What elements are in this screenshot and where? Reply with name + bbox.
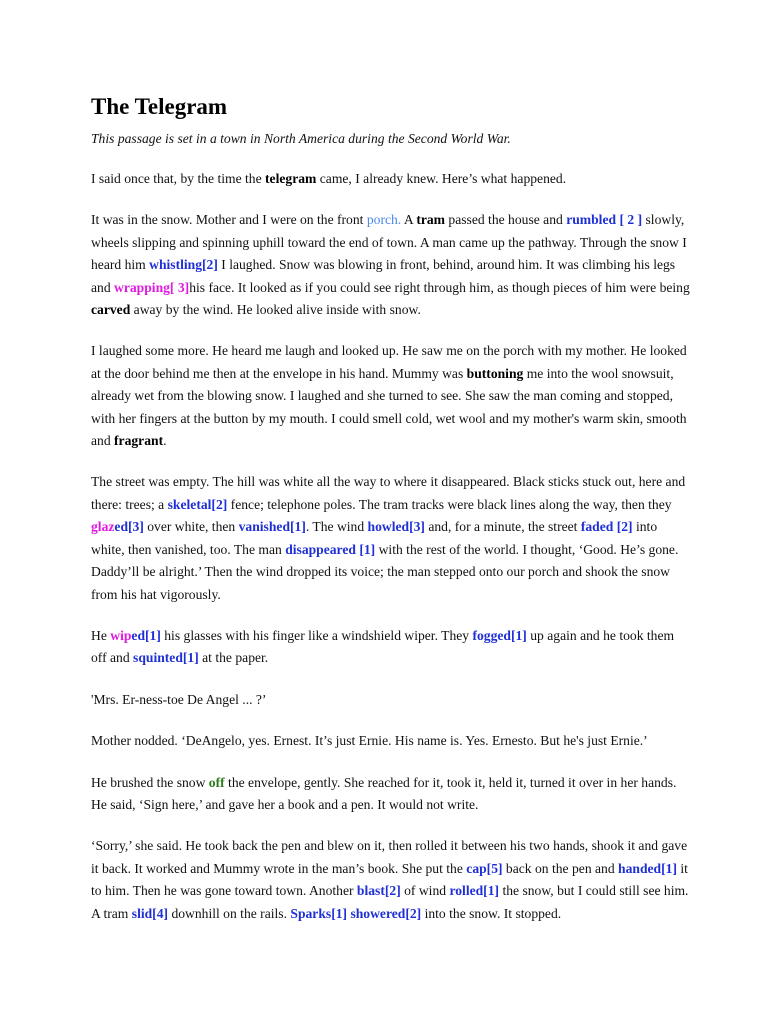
paragraph-6 <box>91 689 691 711</box>
document-page <box>91 92 691 925</box>
paragraph-9 <box>91 835 691 925</box>
highlight-vanished: vanished[1] <box>238 519 306 535</box>
highlight-cap: cap[5] <box>466 860 503 876</box>
highlight-glazed-start: glaz <box>91 519 115 535</box>
text-run: 'Mrs. Er-ness-toe De Angel ... ?’ <box>91 691 267 707</box>
text-run: ‘Sorry,’ she said. He took back the pen and blew on it, then rolled it between his two hands, shook it and gave it back. It worked and Mummy wrote in the man’s book. She put the <box>91 838 688 876</box>
highlight-off: off <box>208 774 225 790</box>
highlight-whistling: whistling[2] <box>149 257 218 273</box>
text-run: his glasses with his finger like a windshield wiper. They <box>160 627 473 643</box>
highlight-glazed-end: ed[3] <box>114 519 144 535</box>
text-run: Mother nodded. ‘DeAngelo, yes. Ernest. It’s just Ernie. His name is. Yes. Ernesto. But he's just Ernie.’ <box>91 733 648 749</box>
text-run: of wind <box>400 883 450 899</box>
text-run: He brushed the snow <box>91 774 209 790</box>
text-run: at the paper. <box>198 650 269 666</box>
paragraph-1 <box>91 168 691 190</box>
paragraph-2 <box>91 209 691 321</box>
text-run: . <box>163 433 167 449</box>
text-run: came, I already knew. Here’s what happened. <box>316 171 567 186</box>
text-run: me into the wool snowsuit, already wet from the blowing snow. I laughed and she turned to see. She saw the man coming and stopped, with her fingers at the button by my mouth. I could smell cold, wet wool and my mother's warm skin, smooth and <box>91 365 687 449</box>
text-run: and, for a minute, the street <box>424 519 581 535</box>
document-title: The Telegram <box>91 94 228 119</box>
text-run: into the snow. It stopped. <box>421 905 562 921</box>
text-run: his face. It looked as if you could see right through him, as though pieces of him were being <box>189 279 690 295</box>
highlight-showered: showered[2] <box>350 905 422 921</box>
keyword-tram: tram <box>416 212 446 228</box>
highlight-howled: howled[3] <box>367 519 425 535</box>
text-run: into white, then vanished, too. The man <box>91 519 658 557</box>
highlight-disappeared: disappeared [1] <box>285 541 376 557</box>
keyword-fragrant: fragrant <box>114 433 164 449</box>
paragraph-5 <box>91 625 691 670</box>
paragraph-4 <box>91 471 691 605</box>
text-run: It was in the snow. Mother and I were on the front <box>91 212 367 228</box>
text-run: the snow, but I could still see him. A tram <box>91 883 689 921</box>
highlight-skeletal: skeletal[2] <box>167 496 228 512</box>
text-run: downhill on the rails. <box>168 905 291 921</box>
text-run: up again and he took them off and <box>91 627 675 666</box>
highlight-blast: blast[2] <box>356 883 401 899</box>
keyword-carved: carved <box>91 302 131 318</box>
highlight-slid: slid[4] <box>131 905 169 921</box>
text-run: passed the house and <box>445 212 567 228</box>
text-run: I said once that, by the time the <box>91 171 266 186</box>
text-run: away by the wind. He looked alive inside with snow. <box>130 302 421 318</box>
text-run: fence; telephone poles. The tram tracks were black lines along the way, then they <box>227 496 672 512</box>
highlight-squinted: squinted[1] <box>133 650 199 666</box>
text-run: I laughed some more. He heard me laugh and looked up. He saw me on the porch with my mother. He looked at the door behind me then at the envelope in his hand. Mummy was <box>91 343 687 381</box>
text-run: over white, then <box>143 519 239 535</box>
text-run: slowly, wheels slipping and spinning uphill toward the end of town. A man came up the pathway. Through the snow I heard him <box>91 212 687 273</box>
text-run: He <box>91 627 111 643</box>
text-run: . The wind <box>305 519 368 535</box>
text-run: it to him. Then he was gone toward town. Another <box>91 860 688 899</box>
highlight-fogged: fogged[1] <box>472 627 527 643</box>
paragraph-8 <box>91 772 691 817</box>
highlight-wrapping: wrapping[ 3] <box>114 279 190 295</box>
keyword-buttoning: buttoning <box>466 365 524 381</box>
paragraph-7 <box>91 730 691 752</box>
document-subtitle: This passage is set in a town in North America during the Second World War. <box>91 131 511 146</box>
highlight-sparks: Sparks[1] <box>290 905 348 921</box>
text-run: The street was empty. The hill was white all the way to where it disappeared. Black sticks stuck out, here and there: trees; a <box>91 474 686 512</box>
highlight-rumbled: rumbled [ 2 ] <box>566 212 643 228</box>
text-run: back on the pen and <box>502 860 619 876</box>
text-run: A <box>401 212 417 228</box>
highlight-porch: porch. <box>366 212 402 228</box>
highlight-faded: faded [2] <box>580 519 633 535</box>
text-run: the envelope, gently. She reached for it, took it, held it, turned it over in her hands. He said, ‘Sign here,’ and gave her a book and a pen. It would not write. <box>91 774 677 812</box>
highlight-handed: handed[1] <box>618 860 677 876</box>
paragraph-3 <box>91 340 691 452</box>
highlight-rolled: rolled[1] <box>449 883 500 899</box>
keyword-telegram: telegram <box>265 171 317 186</box>
highlight-wiped-end: ed[1] <box>131 627 161 643</box>
text-run: I laughed. Snow was blowing in front, behind, around him. It was climbing his legs and <box>91 257 676 295</box>
text-run: with the rest of the world. I thought, ‘Good. He’s gone. Daddy’ll be alright.’ Then the wind dropped its voice; the man stepped onto our porch and shook the snow from his hat vigorously. <box>91 541 679 602</box>
highlight-wiped-start: wip <box>110 627 132 643</box>
